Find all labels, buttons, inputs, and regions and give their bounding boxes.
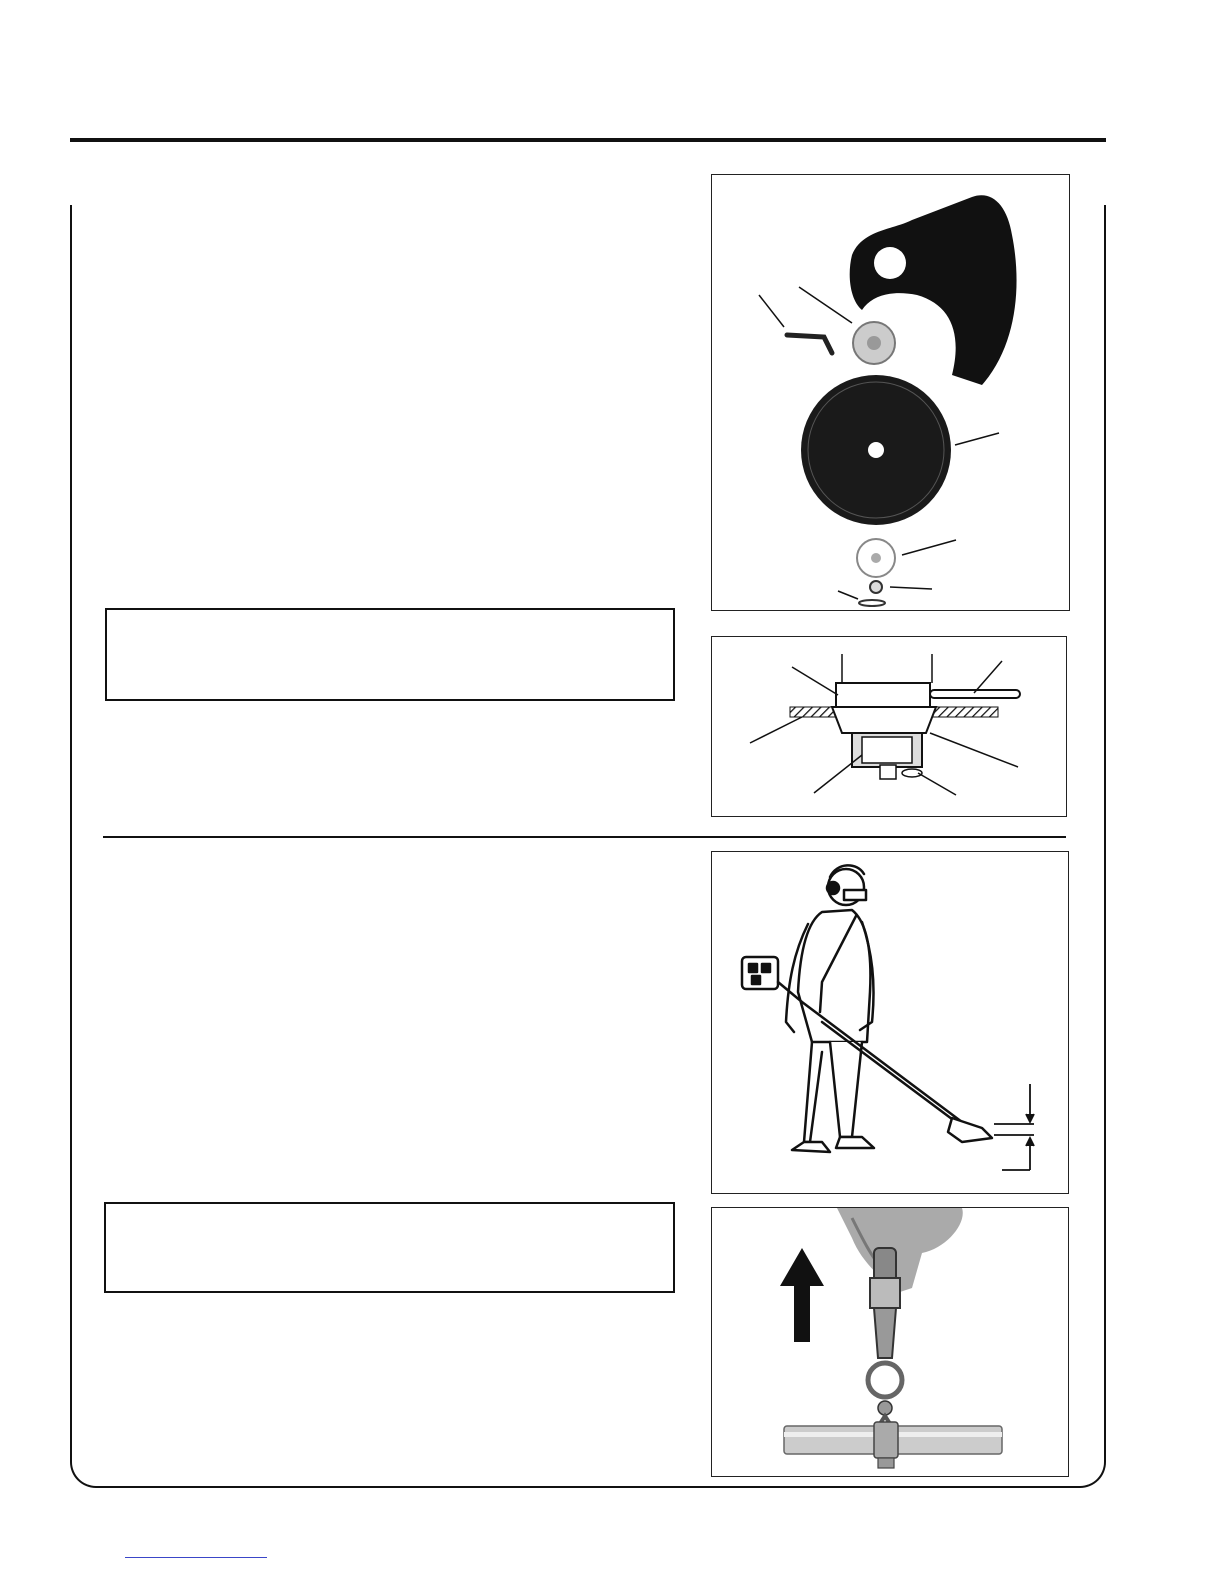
operator-illustration xyxy=(712,852,1069,1194)
figure-operator xyxy=(711,851,1069,1194)
figure-cross-section xyxy=(711,636,1067,817)
hex-wrench-shape xyxy=(787,335,832,353)
figure-blade-kit xyxy=(711,174,1070,611)
nut-shape xyxy=(870,581,882,593)
figure-strap-hook xyxy=(711,1207,1069,1477)
cotter-pin-shape xyxy=(859,600,885,606)
strap-hook-illustration xyxy=(712,1208,1069,1477)
section-divider xyxy=(103,836,1066,838)
cross-section-illustration xyxy=(712,637,1067,817)
header-rule xyxy=(70,138,1106,142)
blade-kit-illustration xyxy=(712,175,1070,611)
up-arrow-icon xyxy=(780,1248,824,1342)
guard-hole xyxy=(874,247,906,279)
footer-link-underline[interactable] xyxy=(125,1557,267,1558)
note-box-bottom xyxy=(104,1202,675,1293)
note-box-top xyxy=(105,608,675,701)
